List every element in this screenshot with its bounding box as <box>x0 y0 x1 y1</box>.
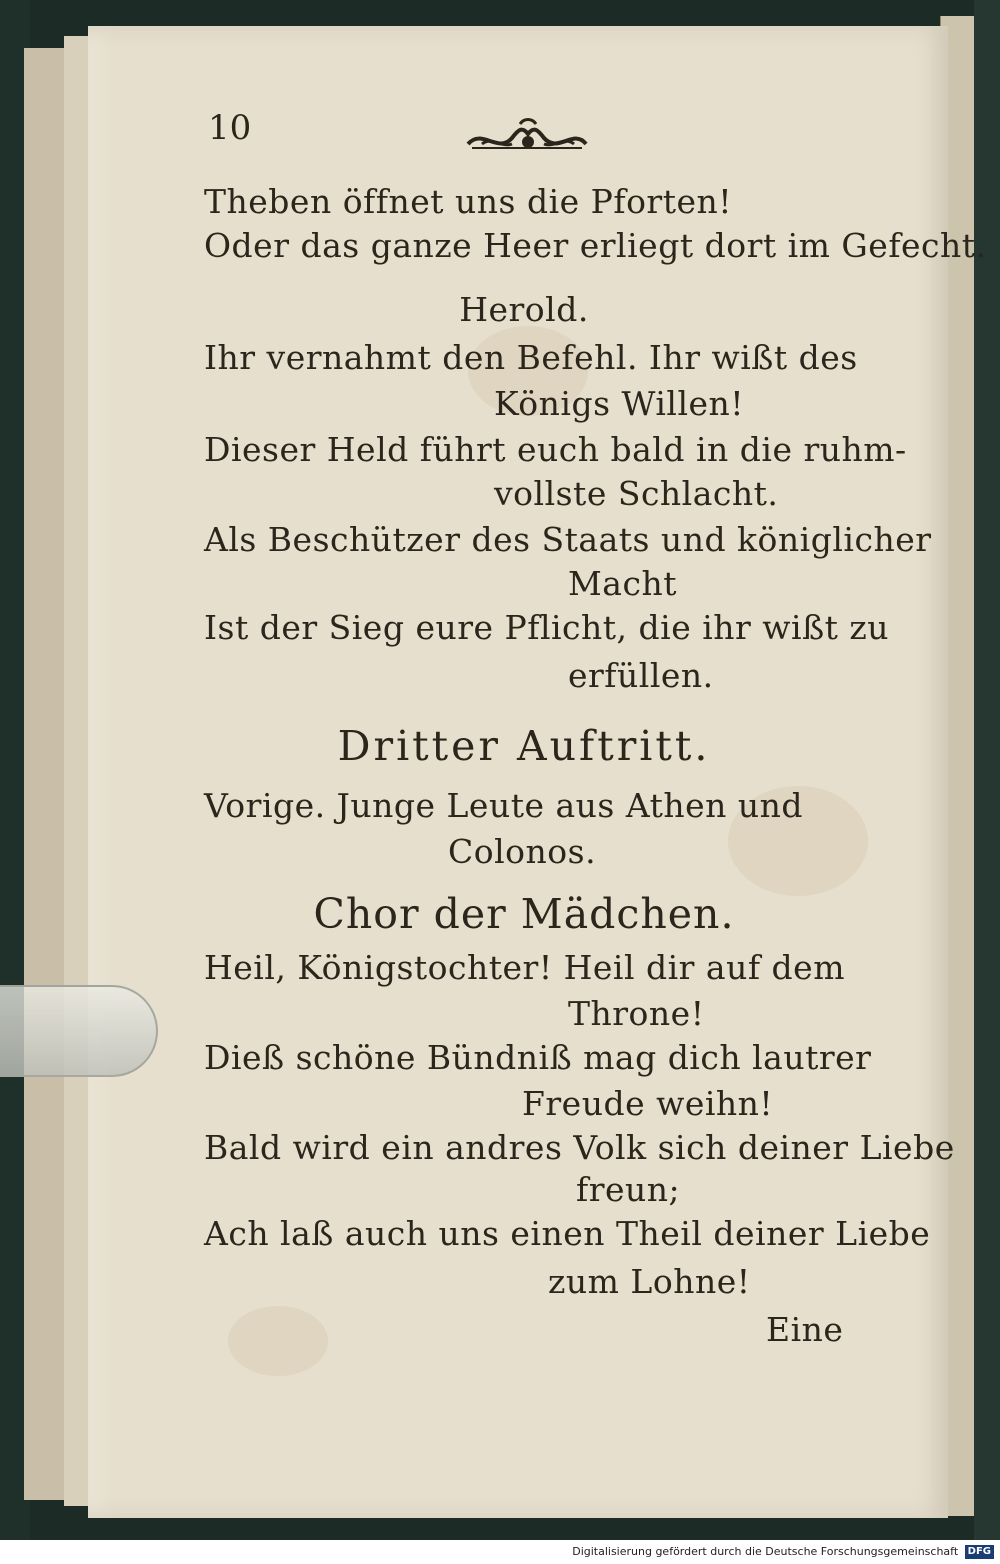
verse-line: Dieß schöne Bündniß mag dich lautrer <box>204 1038 872 1077</box>
chorus-heading: Chor der Mädchen. <box>313 890 735 938</box>
verse-line: Bald wird ein andres Volk sich deiner Liebe <box>204 1128 955 1167</box>
footer-credit: Digitalisierung gefördert durch die Deutsche Forschungsgemeinschaft <box>572 1545 959 1558</box>
verse-line: Dieser Held führt euch bald in die ruhm- <box>204 430 907 469</box>
verse-line-continuation: Throne! <box>568 994 705 1033</box>
verse-line: Ach laß auch uns einen Theil deiner Liebe <box>204 1214 931 1253</box>
verse-line: Ihr vernahmt den Befehl. Ihr wißt des <box>204 338 858 377</box>
verse-line: Ist der Sieg eure Pflicht, die ihr wißt zu <box>204 608 890 647</box>
verse-line-continuation: freun; <box>576 1170 681 1209</box>
verse-line-continuation: Macht <box>568 564 677 603</box>
verse-line: Theben öffnet uns die Pforten! <box>204 182 733 221</box>
speaker-heading: Herold. <box>459 290 589 329</box>
page-number: 10 <box>208 108 252 148</box>
digitization-footer <box>0 1540 1000 1564</box>
verse-line: Oder das ganze Heer erliegt dort im Gefecht. <box>204 226 987 265</box>
stage-direction: Vorige. Junge Leute aus Athen und <box>204 786 804 825</box>
catchword: Eine <box>766 1310 844 1349</box>
verse-line-continuation: Königs Willen! <box>494 384 745 423</box>
verse-line: Heil, Königstochter! Heil dir auf dem <box>204 948 846 987</box>
verse-line: Als Beschützer des Staats und königlicher <box>204 520 932 559</box>
decorative-headpiece-icon <box>462 114 592 160</box>
verse-line-continuation: zum Lohne! <box>548 1262 751 1301</box>
verse-line-continuation: Freude weihn! <box>522 1084 774 1123</box>
dfg-logo: DFG <box>965 1545 994 1559</box>
stage-direction-continuation: Colonos. <box>448 832 597 871</box>
verse-line-continuation: vollste Schlacht. <box>494 474 779 513</box>
page-holder-clip <box>0 985 158 1077</box>
verse-line-continuation: erfüllen. <box>568 656 714 695</box>
paper-stain <box>228 1306 328 1376</box>
scene-heading: Dritter Auftritt. <box>337 722 711 770</box>
